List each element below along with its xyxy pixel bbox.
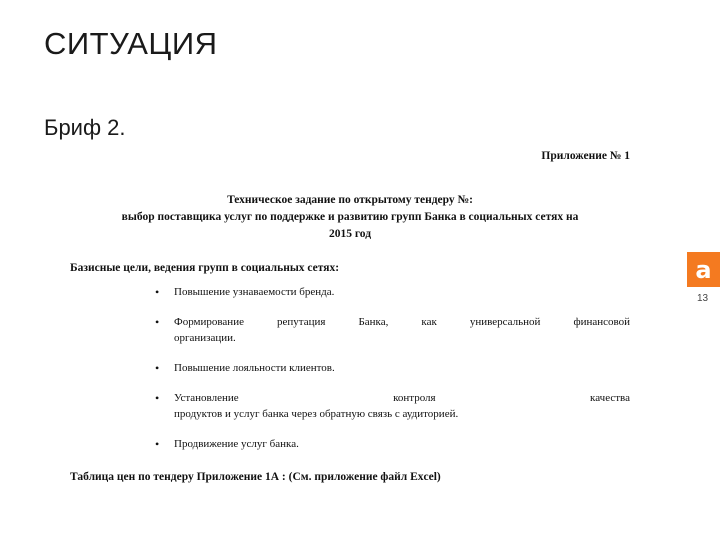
table-note: Таблица цен по тендеру Приложение 1А : (См. приложение файл Excel) <box>70 471 441 483</box>
list-item-text: Повышение узнаваемости бренда. <box>174 286 335 298</box>
bullet-icon: • <box>155 285 160 299</box>
slide-subtitle: Бриф 2. <box>44 115 126 140</box>
list-item-text <box>174 390 630 406</box>
list-item-text: Продвижение услуг банка. <box>174 438 299 450</box>
bullet-icon: • <box>155 315 160 329</box>
word: качества <box>590 392 630 404</box>
list-item <box>70 284 630 300</box>
list-item <box>70 436 630 452</box>
document-heading <box>70 192 630 243</box>
list-item-text-cont: организации. <box>174 332 236 344</box>
word: финансовой <box>573 316 630 328</box>
list-item-text-cont: продуктов и услуг банка через обратную связь с аудиторией. <box>174 408 459 420</box>
word: Банка, <box>358 316 389 328</box>
list-item <box>70 360 630 376</box>
word: контроля <box>393 392 436 404</box>
word: Формирование <box>174 316 244 328</box>
page-number: 13 <box>697 293 709 304</box>
list-item-text <box>174 314 630 330</box>
list-item <box>70 314 630 346</box>
slide-title: СИТУАЦИЯ <box>44 26 218 61</box>
bullet-icon: • <box>155 391 160 405</box>
word: как <box>421 316 437 328</box>
bullet-icon: • <box>155 437 160 451</box>
heading-line: Техническое задание по открытому тендеру №: <box>227 194 473 206</box>
bullet-icon: • <box>155 361 160 375</box>
brand-logo-icon <box>687 252 720 287</box>
heading-line: 2015 год <box>328 228 372 240</box>
heading-line: выбор поставщика услуг по поддержке и развитию групп Банка в социальных сетях на <box>121 211 579 223</box>
brand-letter: a <box>695 255 712 284</box>
word: Установление <box>174 392 239 404</box>
list-item-text: Повышение лояльности клиентов. <box>174 362 335 374</box>
goals-list <box>70 284 630 452</box>
word: универсальной <box>469 316 541 328</box>
list-item <box>70 390 630 422</box>
scanned-document <box>70 150 630 483</box>
word: репутация <box>277 316 326 328</box>
goals-title: Базисные цели, ведения групп в социальных сетях: <box>70 262 340 274</box>
appendix-label: Приложение № 1 <box>541 150 630 162</box>
